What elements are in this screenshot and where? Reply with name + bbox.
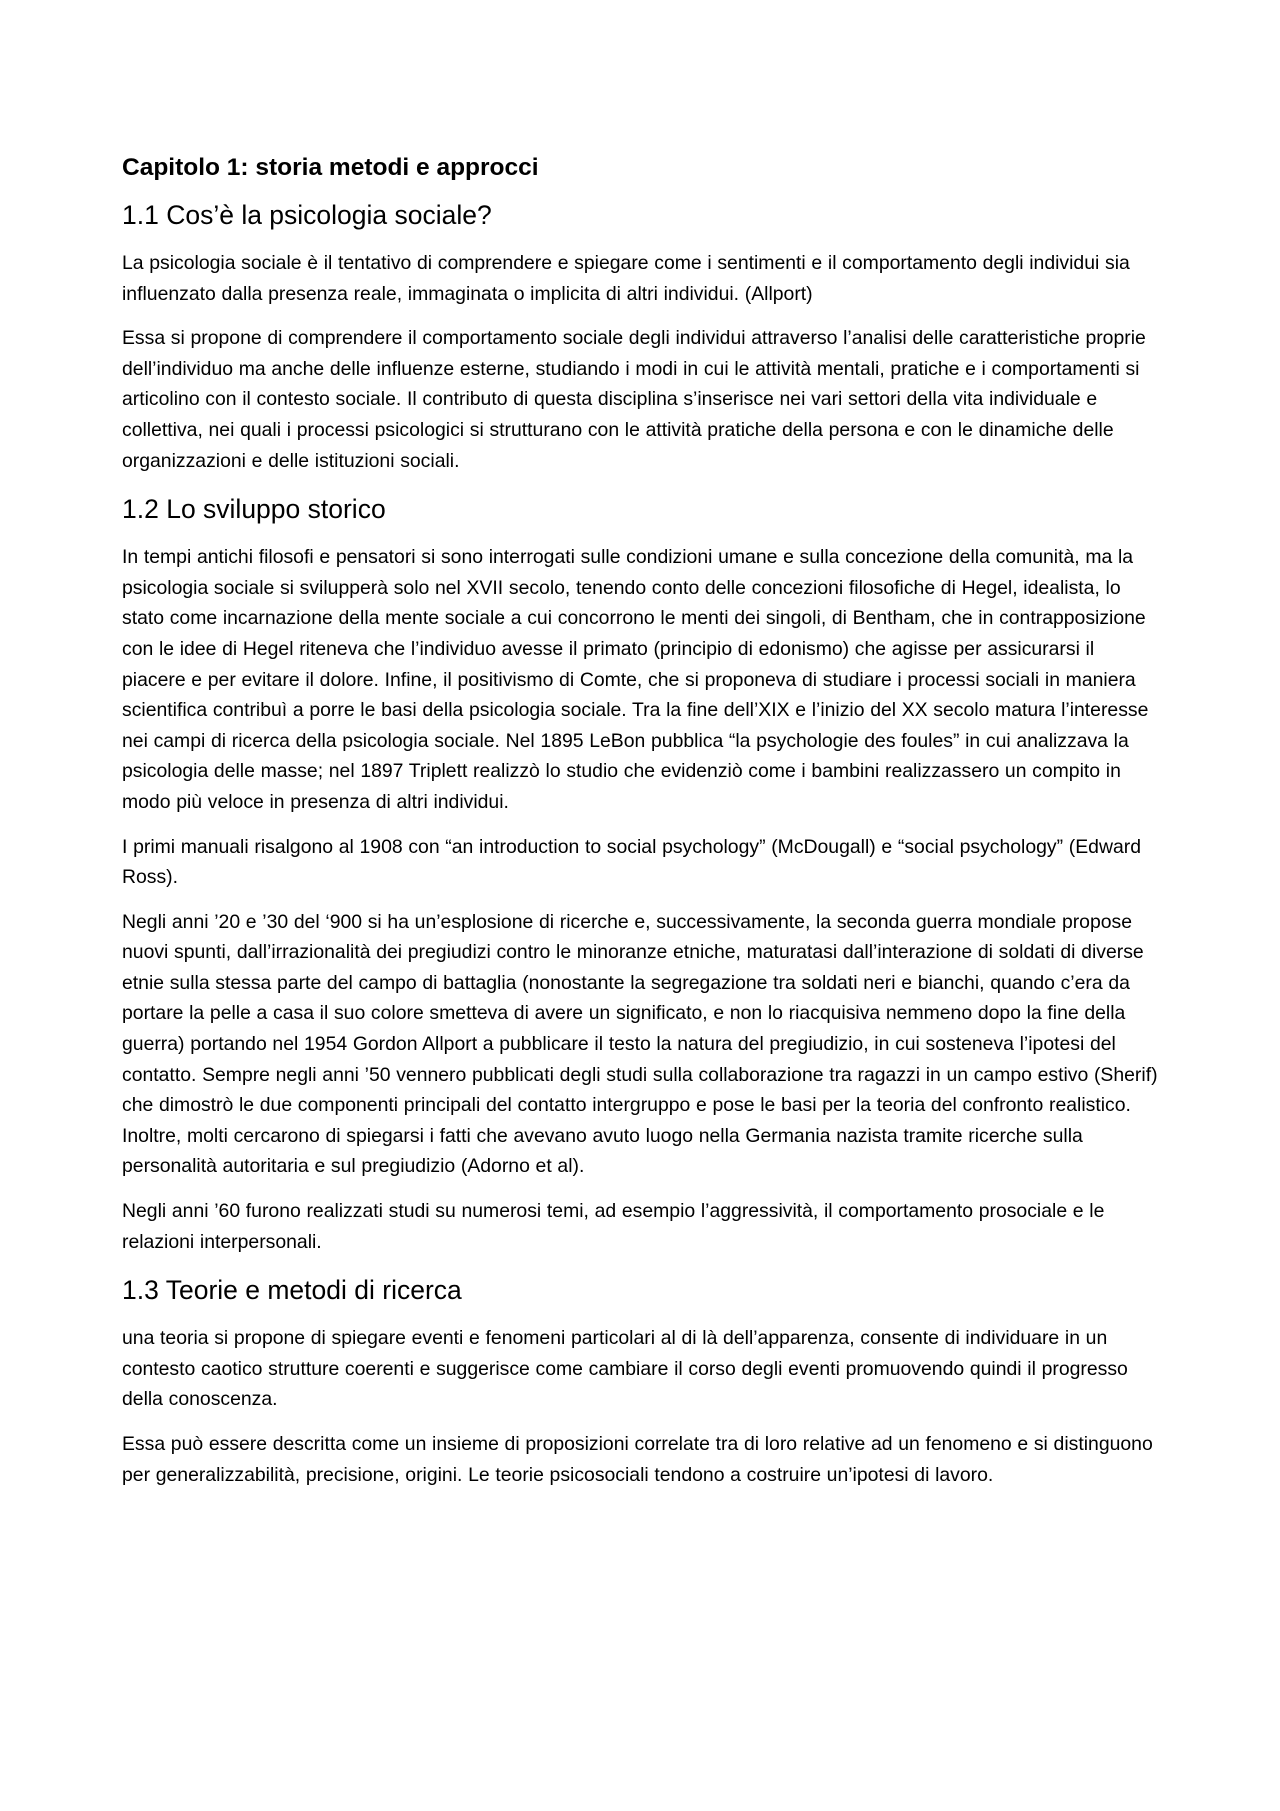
paragraph: I primi manuali risalgono al 1908 con “an introduction to social psychology” (McDougall) e “social psychology” (Edward Ross). <box>122 835 1141 889</box>
paragraph: Negli anni ’60 furono realizzati studi su numerosi temi, ad esempio l’aggressività, il comportamento prosociale e le relazioni interpersonali. <box>122 1200 1105 1253</box>
section-heading: 1.3 Teorie e metodi di ricerca <box>122 1275 462 1306</box>
section-heading: 1.1 Cos’è la psicologia sociale? <box>122 200 492 230</box>
paragraph: Essa può essere descritta come un insieme di proposizioni correlate tra di loro relative ad un fenomeno e si distinguono per generalizzabilità, precisione, origini. Le teorie psicosociali tendono a costruire un’ipotesi di lavoro. <box>122 1433 1153 1486</box>
chapter-title: Capitolo 1: storia metodi e approcci <box>122 154 539 181</box>
section-1-3 <box>122 1271 1162 1490</box>
section-1-2 <box>122 490 1162 1257</box>
section-1-1 <box>122 196 1162 476</box>
section-heading: 1.2 Lo sviluppo storico <box>122 494 386 525</box>
document-page <box>122 150 1162 1504</box>
paragraph: Negli anni ’20 e ’30 del ‘900 si ha un’esplosione di ricerche e, successivamente, la seconda guerra mondiale propose nuovi spunti, dall’irrazionalità dei pregiudizi contro le minoranze etniche, maturatasi dall’interazione di soldati di diverse etnie sulla stessa parte del campo di battaglia (nonostante la segregazione tra soldati neri e bianchi, quando c’era da portare la pelle a casa il suo colore smetteva di avere un significato, e non lo riacquisiva nemmeno dopo la fine della guerra) portando nel 1954 Gordon Allport a pubblicare il testo la natura del pregiudizio, in cui sosteneva l’ipotesi del contatto. Sempre negli anni ’50 vennero pubblicati degli studi sulla collaborazione tra ragazzi in un campo estivo (Sherif) che dimostrò le due componenti principali del contatto intergruppo e pose le basi per la teoria del confronto realistico. Inoltre, molti cercarono di spiegarsi i fatti che avevano avuto luogo nella Germania nazista tramite ricerche sulla personalità autoritaria e sul pregiudizio (Adorno et al). <box>122 910 1158 1178</box>
paragraph: una teoria si propone di spiegare eventi e fenomeni particolari al di là dell’apparenza, consente di individuare in un contesto caotico strutture coerenti e suggerisce come cambiare il corso degli eventi promuovendo quindi il progresso della conoscenza. <box>122 1327 1128 1411</box>
paragraph: Essa si propone di comprendere il comportamento sociale degli individui attraverso l’analisi delle caratteristiche proprie dell’individuo ma anche delle influenze esterne, studiando i modi in cui le attività mentali, pratiche e i comportamenti si articolino con il contesto sociale. Il contributo di questa disciplina s’inserisce nei vari settori della vita individuale e collettiva, nei quali i processi psicologici si strutturano con le attività pratiche della persona e con le dinamiche delle organizzazioni e delle istituzioni sociali. <box>122 327 1146 472</box>
paragraph: In tempi antichi filosofi e pensatori si sono interrogati sulle condizioni umane e sulla concezione della comunità, ma la psicologia sociale si svilupperà solo nel XVII secolo, tenendo conto delle concezioni filosofiche di Hegel, idealista, lo stato come incarnazione della mente sociale a cui concorrono le menti dei singoli, di Bentham, che in contrapposizione con le idee di Hegel riteneva che l’individuo avesse il primato (principio di edonismo) che agisse per assicurarsi il piacere e per evitare il dolore. Infine, il positivismo di Comte, che si proponeva di studiare i processi sociali in maniera scientifica contribuì a porre le basi della psicologia sociale. Tra la fine dell’XIX e l’inizio del XX secolo matura l’interesse nei campi di ricerca della psicologia sociale. Nel 1895 LeBon pubblica “la psychologie des foules” in cui analizzava la psicologia delle masse; nel 1897 Triplett realizzò lo studio che evidenziò come i bambini realizzassero un compito in modo più veloce in presenza di altri individui. <box>122 546 1149 813</box>
paragraph: La psicologia sociale è il tentativo di comprendere e spiegare come i sentimenti e il comportamento degli individui sia influenzato dalla presenza reale, immaginata o implicita di altri individui. (Allport) <box>122 252 1130 305</box>
